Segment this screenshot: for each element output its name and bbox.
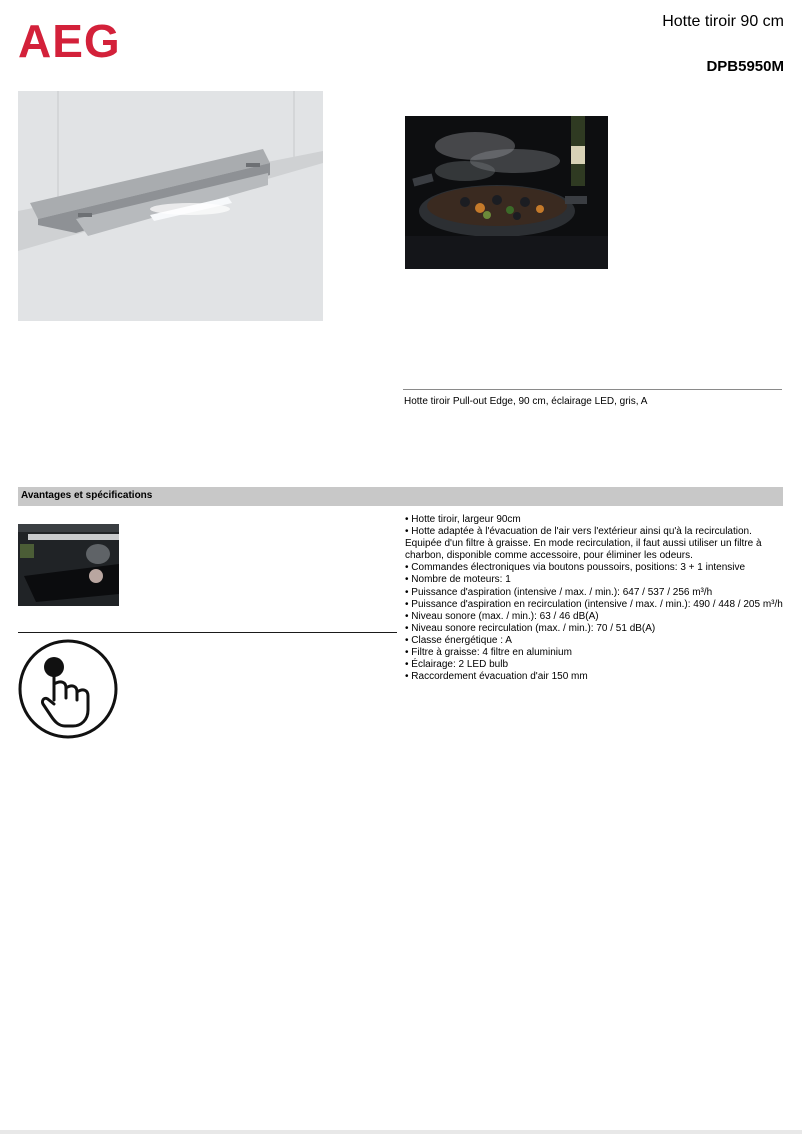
model-number: DPB5950M bbox=[706, 58, 784, 75]
section-title: Avantages et spécifications bbox=[21, 490, 153, 501]
cooking-illustration bbox=[405, 116, 608, 269]
hood-illustration bbox=[18, 91, 323, 321]
spec-item: • Éclairage: 2 LED bulb bbox=[405, 659, 509, 671]
description-divider bbox=[403, 389, 782, 390]
spec-item: • Classe énergétique : A bbox=[405, 634, 512, 646]
page-bottom-edge bbox=[0, 1130, 802, 1134]
spec-list bbox=[405, 514, 785, 683]
feature-divider bbox=[18, 632, 397, 633]
thumb-illustration bbox=[18, 524, 119, 606]
spec-item: • Puissance d'aspiration (intensive / max. / min.): 647 / 537 / 256 m³/h bbox=[405, 586, 713, 598]
spec-item: • Raccordement évacuation d'air 150 mm bbox=[405, 671, 588, 683]
product-title: Hotte tiroir 90 cm bbox=[662, 13, 784, 30]
spec-item: • Hotte adaptée à l'évacuation de l'air vers l'extérieur ainsi qu'à la recirculation. Equipée d'un filtre à graisse. En mode recirculation, il faut aussi utiliser un filtre à charbon, disponible comme accessoire, pour éliminer les odeurs. bbox=[405, 526, 762, 562]
spec-item: • Niveau sonore (max. / min.): 63 / 46 dB(A) bbox=[405, 610, 599, 622]
spec-item: • Commandes électroniques via boutons poussoirs, positions: 3 + 1 intensive bbox=[405, 562, 746, 574]
pan-with-mussels-photo bbox=[405, 116, 608, 269]
spec-item: • Niveau sonore recirculation (max. / min.): 70 / 51 dB(A) bbox=[405, 622, 656, 634]
hood-in-use-thumbnail bbox=[18, 524, 119, 606]
spec-item: • Filtre à graisse: 4 filtre en aluminium bbox=[405, 647, 572, 659]
hood-product-photo bbox=[18, 91, 323, 321]
aeg-logo: AEG bbox=[18, 15, 121, 67]
touch-control-icon bbox=[17, 638, 119, 740]
spec-item: • Hotte tiroir, largeur 90cm bbox=[405, 514, 521, 525]
spec-item: • Puissance d'aspiration en recirculation (intensive / max. / min.): 490 / 448 / 205 m³/h bbox=[405, 598, 783, 610]
spec-item: • Nombre de moteurs: 1 bbox=[405, 574, 511, 586]
product-description: Hotte tiroir Pull-out Edge, 90 cm, éclairage LED, gris, A bbox=[404, 396, 648, 407]
